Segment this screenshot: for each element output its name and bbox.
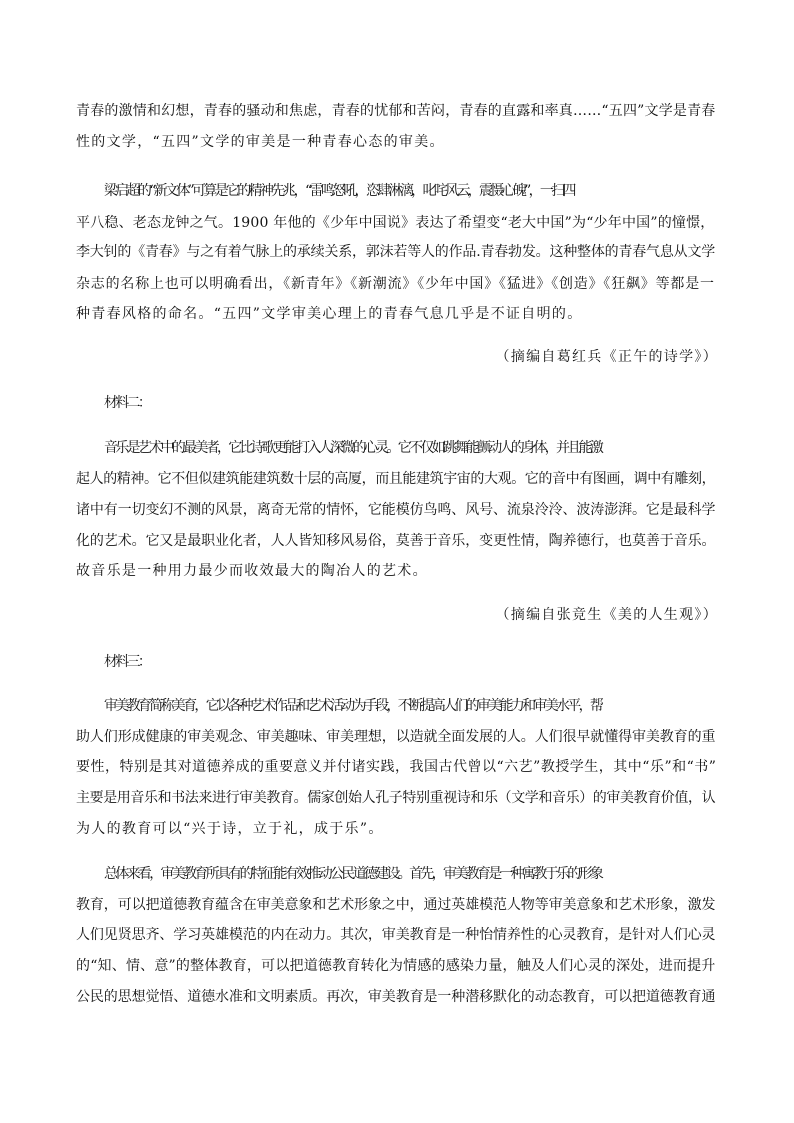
paragraph-5-line-5: 公民的思想觉悟、道德水准和文明素质。再次，审美教育是一种潜移默化的动态教育，可以把道德教育通 (76, 989, 716, 1005)
paragraph-5-line-1: 总体来看，审美教育所具有的特征能有效推动公民道德建设。首先，审美教育是一种寓教于乐的形象 (104, 866, 602, 882)
paragraph-3-line-1: 音乐是艺术中的最美者，它比诗歌更能打入人深微的心灵。它不仅如跳舞能颤动人的身体，并且能激 (104, 440, 602, 456)
paragraph-2-line-3: 李大钊的《青春》与之有着气脉上的承续关系，郭沫若等人的作品.青春勃发。这种整体的青春气息从文学 (76, 244, 716, 260)
material-3-heading: 材料三： (104, 654, 150, 670)
paragraph-5-line-4: 的“知、情、意”的整体教育，可以把道德教育转化为情感的感染力量，触及人们心灵的深处，进而提升 (76, 958, 716, 974)
paragraph-5-line-3: 人们见贤思齐、学习英雄模范的内在动力。其次，审美教育是一种怡情养性的心灵教育，是针对人们心灵 (76, 927, 716, 943)
paragraph-3-line-5: 故音乐是一种用力最少而收效最大的陶冶人的艺术。 (76, 563, 428, 579)
paragraph-2-line-5: 种青春风格的命名。“五四”文学审美心理上的青春气息几乎是不证自明的。 (76, 306, 583, 322)
paragraph-2-line-4: 杂志的名称上也可以明确看出，《新青年》《新潮流》《少年中国》《猛进》《创造》《狂飙》等都是一 (76, 276, 715, 292)
paragraph-2-line-1: 梁启超的“新文体”可算是它的精神先兆，“雷鸣怒吼，恣肆淋漓，叱咤风云，震慑心魄”，一扫四 (104, 183, 574, 199)
paragraph-4-line-3: 要性，特别是其对道德养成的重要意义并付诸实践，我国古代曾以“六艺”教授学生，其中“乐”和“书” (76, 759, 716, 775)
paragraph-4-line-4: 主要是用音乐和书法来进行审美教育。儒家创始人孔子特别重视诗和乐（文学和音乐）的审美教育价值，认 (76, 790, 716, 806)
paragraph-1-line-1: 青春的激情和幻想，青春的骚动和焦虑，青春的忧郁和苦闷，青春的直露和率真……“五四”文学是青春 (76, 103, 716, 119)
paragraph-4-line-5: 为人的教育可以“兴于诗，立于礼，成于乐”。 (76, 821, 384, 837)
paragraph-3-line-4: 化的艺术。它又是最职业化者，人人皆知移风易俗，莫善于音乐，变更性情，陶养德行，也莫善于音乐。 (76, 533, 716, 549)
paragraph-3-line-3: 诸中有一切变幻不测的风景，离奇无常的情怀，它能模仿鸟鸣、风号、流泉泠泠、波涛澎湃。它是最科学 (76, 502, 716, 518)
paragraph-4-line-2: 助人们形成健康的审美观念、审美趣味、审美理想，以造就全面发展的人。人们很早就懂得审美教育的重 (76, 729, 716, 745)
paragraph-3-line-2: 起人的精神。它不但似建筑能建筑数十层的高厦，而且能建筑宇宙的大观。它的音中有图画，调中有雕刻， (76, 471, 716, 487)
citation-1: （摘编自葛红兵《正午的诗学》） (495, 349, 718, 365)
material-2-heading: 材料二： (104, 395, 150, 411)
paragraph-5-line-2: 教育，可以把道德教育蕴含在审美意象和艺术形象之中，通过英雄模范人物等审美意象和艺术形象，激发 (76, 897, 716, 913)
paragraph-4-line-1: 审美教育简称美育，它以各种艺术作品和艺术活动为手段，不断提高人们的审美能力和审美水平，帮 (104, 698, 602, 714)
paragraph-2-line-2: 平八稳、老态龙钟之气。1900 年他的《少年中国说》表达了希望变“老大中国”为“少年中国”的憧憬， (76, 215, 715, 231)
citation-2: （摘编自张竞生《美的人生观》） (495, 607, 718, 623)
paragraph-1-line-2: 性的文学，“五四”文学的审美是一种青春心态的审美。 (76, 134, 445, 150)
